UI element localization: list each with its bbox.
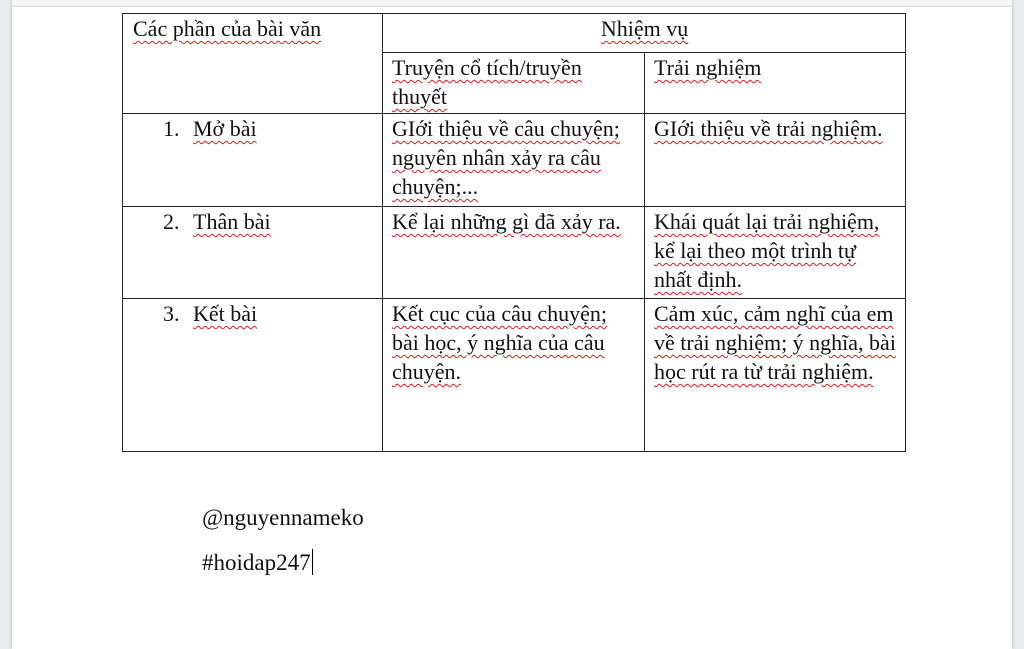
section-name: Kết bài <box>193 301 258 326</box>
header-cell-story <box>383 53 645 114</box>
header-experience-label: Trải nghiệm <box>654 55 762 80</box>
header-cell-sections <box>123 14 383 114</box>
experience-cell <box>645 207 906 299</box>
story-text: Kể lại những gì đã xảy ra. <box>392 209 621 234</box>
row-number: 2. <box>163 209 180 234</box>
page-top-edge <box>12 0 1012 7</box>
experience-text: GIới thiệu về trải nghiệm. <box>654 116 883 141</box>
header-story-label: Truyện cổ tích/truyền thuyết <box>392 55 582 109</box>
section-name: Thân bài <box>193 209 271 234</box>
section-cell <box>123 207 383 299</box>
header-cell-tasks <box>383 14 906 53</box>
experience-cell <box>645 299 906 452</box>
hashtag-line[interactable] <box>202 549 313 576</box>
story-text: GIới thiệu về câu chuyện; nguyên nhân xảy ra câu chuyện;... <box>392 116 620 199</box>
experience-text: Khái quát lại trải nghiệm, kể lại theo một trình tự nhất định. <box>654 209 880 292</box>
document-page[interactable] <box>12 0 1012 649</box>
content-table <box>122 13 906 452</box>
row-number: 1. <box>163 116 180 141</box>
table-row <box>123 299 906 452</box>
author-handle: @nguyennameko <box>202 505 364 530</box>
header-sections-label: Các phần của bài văn <box>133 16 322 41</box>
table-row <box>123 207 906 299</box>
experience-cell <box>645 114 906 207</box>
section-cell <box>123 299 383 452</box>
story-cell <box>383 299 645 452</box>
table-row <box>123 114 906 207</box>
section-name: Mở bài <box>193 116 257 141</box>
header-cell-experience <box>645 53 906 114</box>
row-number: 3. <box>163 301 180 326</box>
story-cell <box>383 207 645 299</box>
table-header-row <box>123 14 906 53</box>
hashtag-text: #hoidap247 <box>202 550 311 575</box>
experience-text: Cảm xúc, cảm nghĩ của em về trải nghiệm; ý nghĩa, bài học rút ra từ trải nghiệm. <box>654 301 896 384</box>
section-cell <box>123 114 383 207</box>
story-text: Kết cục của câu chuyện; bài học, ý nghĩa của câu chuyện. <box>392 301 607 384</box>
story-cell <box>383 114 645 207</box>
text-cursor <box>312 549 313 575</box>
header-tasks-label: Nhiệm vụ <box>600 16 689 41</box>
